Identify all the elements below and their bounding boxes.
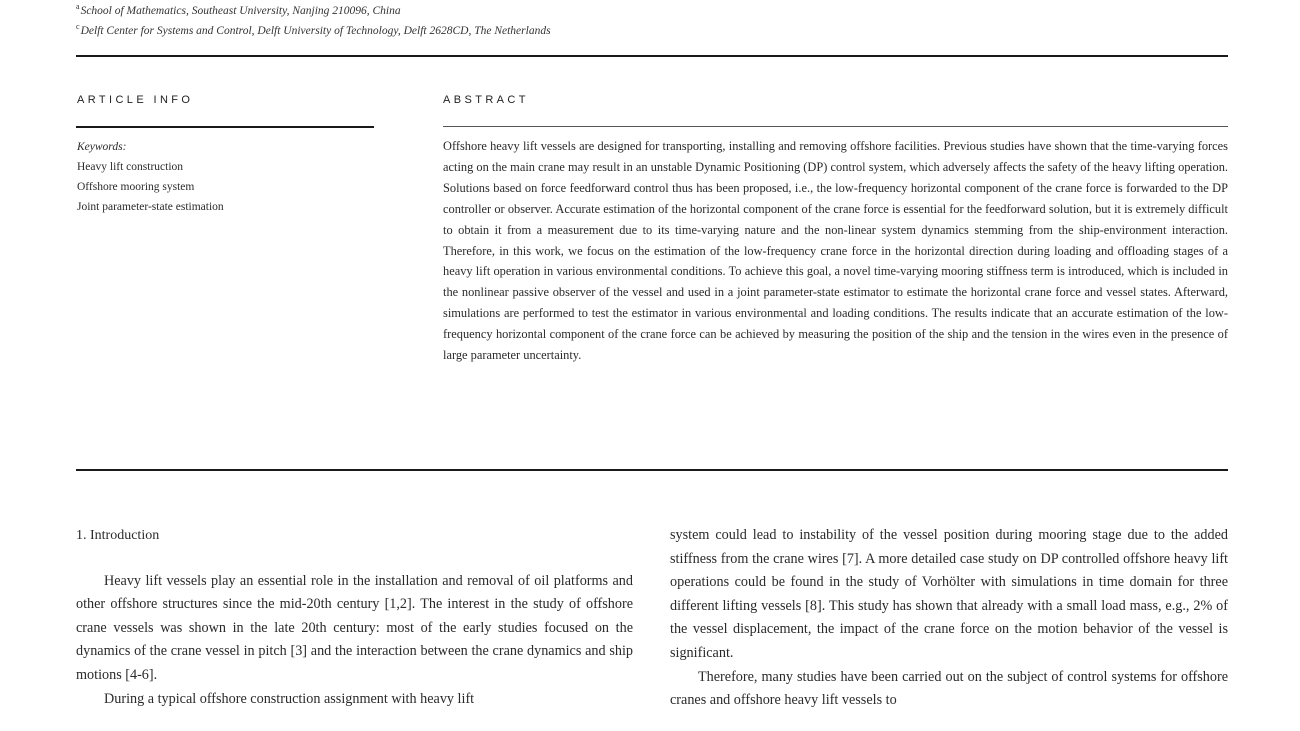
article-info-divider [76,126,374,128]
keyword-item: Offshore mooring system [77,181,195,193]
body-paragraph: During a typical offshore construction assignment with heavy lift [104,690,475,707]
section-heading-introduction: 1. Introduction [76,528,160,543]
header-divider [76,55,1228,57]
body-paragraph: system could lead to instability of the vessel position during mooring stage due to the added stiffness from the crane wires [7]. A more detailed case study on DP controlled offshore heavy lift operations could be found in the study of Vorhölter with simulations in time domain for three different lifting vessels [8]. This study has shown that already with a small load mass, e.g., 2% of the vessel displacement, the impact of the crane force on the motion behavior of the vessel is significant. [670,527,1228,661]
keywords-label: Keywords: [77,141,127,153]
body-paragraph: Heavy lift vessels play an essential role in the installation and removal of oil platforms and other offshore structures since the mid-20th century [1,2]. The interest in the study of offshore crane vessels was shown in the late 20th century: most of the early studies focused on the dynamics of the crane vessel in pitch [3] and the interaction between the crane dynamics and ship motions [4-6]. [76,572,633,683]
abstract-divider [443,126,1228,127]
affiliation-b [76,22,551,37]
article-info-heading: ARTICLE INFO [77,94,194,106]
body-paragraph: Therefore, many studies have been carried out on the subject of control systems for offshore cranes and offshore heavy lift vessels to [670,668,1228,709]
affiliation-a-text: School of Mathematics, Southeast University, Nanjing 210096, China [80,4,401,17]
body-column-right [670,524,1228,713]
abstract-heading: ABSTRACT [443,94,529,106]
body-column-left [76,524,633,711]
abstract-text: Offshore heavy lift vessels are designed for transporting, installing and removing offshore facilities. Previous studies have shown that the time-varying forces acting on the main crane may result in an unstable Dynamic Positioning (DP) control system, which adversely affects the safety of the heavy lifting operation. Solutions based on force feedforward control thus has been proposed, i.e., the low-frequency horizontal component of the crane force is forwarded to the DP controller or observer. Accurate estimation of the horizontal component of the crane force is essential for the feedforward solution, but it is extremely difficult to obtain it from a measurement due to its time-varying nature and the non-linear system dynamics stemming from the ship-environment interaction. Therefore, in this work, we focus on the estimation of the low-frequency crane force in the horizontal direction during loading and offloading stages of a heavy lift operation in various environmental conditions. To achieve this goal, a novel time-varying mooring stiffness term is introduced, which is included in the nonlinear passive observer of the vessel and used in a joint parameter-state estimator to estimate the horizontal crane force and vessel states. Afterward, simulations are performed to test the estimator in various environmental and loading conditions. The results indicate that an accurate estimation of the low-frequency horizontal component of the crane force can be achieved by measuring the position of the ship and the tension in the wires even in the presence of large parameter uncertainty. [443,139,1228,363]
keywords-block [77,137,224,217]
affiliation-b-text: Delft Center for Systems and Control, Delft University of Technology, Delft 2628CD, The Netherlands [80,24,551,37]
affiliation-a-mark: a [76,2,80,11]
affiliation-a [76,2,401,17]
affiliation-b-mark: c [76,22,80,31]
keyword-item: Joint parameter-state estimation [77,201,224,213]
abstract-bottom-divider [76,469,1228,471]
keyword-item: Heavy lift construction [77,161,184,173]
